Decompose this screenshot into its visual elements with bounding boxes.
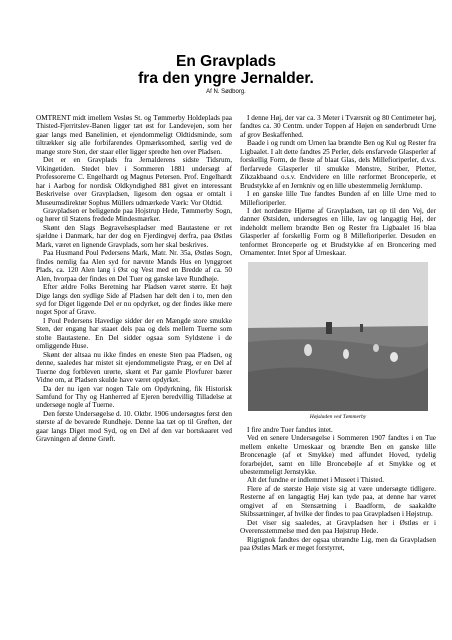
paragraph: I en ganske lille Tue fandtes Bunden af en lille Urne med to Millefioriperler. [240, 190, 436, 207]
paragraph: OMTRENT midt imellem Vesløs St. og Tømmerby Holdeplads paa Thisted-Fjerritslev-Banen ligger tæt øst for Landevejen, som her gaar langs med Banelinien, et ejendommeligt Oldtidsminde, som tiltrækker sig alle forbifarendes Opmærksomhed, særlig ved de mange store Sten, der staar eller ligger spredte hen over Pladsen. [36, 114, 232, 156]
paragraph: Alt det fundne er indlemmet i Museet i Thisted. [247, 476, 385, 485]
paragraph: Rigtignok fandtes der ogsaa ubrændte Lig, men da Gravpladsen paa Østløs Mark er meget forstyrret, [240, 535, 436, 553]
paragraph: Baade i og rundt om Urnen laa brændte Ben og Kul og Rester fra Ligbaalet. I alt dette fandtes 25 Perler, dels ensfarvede Glasperler af forskellig Form, de fleste af blaat Glas, dels Millefioriperler, d.v.s. flerfarvede Glasperler til smukke Mønstre, Striber, Pletter, Zikzakbaand o.s.v. Endvidere en lille rørformet Bronceperle, et Brudstykke af en Jernkniv og en lille ubestemmelig Jernklump. [240, 139, 436, 190]
paragraph: Det viser sig saaledes, at Gravpladsen her i Østløs er i Overensstemmelse med den paa Højstrup Hede. [240, 518, 436, 536]
burial-site-photo [248, 262, 428, 411]
author-byline: Af N. Sødborg. [206, 89, 246, 95]
paragraph: Flere af de største Høje viste sig at være undersøgte tidligere. Resterne af en langagtig Høj kan tyde paa, at denne har været omgivet af en Stensætning i Baadform, de saakaldte Skibssætninger, af hvilke der findes to paa Gravpladsen i Højstrup. [240, 484, 436, 519]
paragraph: Skønt der altsaa nu ikke findes en eneste Sten paa Pladsen, og denne, saaledes har mistet sit ejendommeligste Præg, er en Del af Tuerne dog forbleven urørte, skønt et Par gamle Plovfurer bærer Vidne om, at Pladsen skulde have været opdyrket. [36, 350, 232, 385]
paragraph: I Poul Pedersens Havedige sidder der en Mængde store smukke Sten, der engang har staaet dels paa og dels mellem Tuerne som stolte Bautastene. En Del sidder ogsaa som Syldstene i de omliggende Huse. [36, 316, 232, 351]
paragraph: Gravpladsen er beliggende paa Hojstrup Hede, Tømmerby Sogn, og hører til Statens fredede Mindesmærker. [36, 206, 232, 224]
paragraph: I det nordøstre Hjørne af Gravpladsen, tæt op til den Vej, der danner Østsiden, undersøgtes en lille, lav og langagtig Høj, der indeholdt mellem brændte Ben og Rester fra Ligbaalet 16 blaa Glasperler af forskellig Form og 8 Millefioriperler. Desuden en tenformet Bronceperle og et Brudstykke af en Broncering med Ornamenter. Intet Spor af Urneskaar. [240, 206, 436, 258]
paragraph: I denne Høj, der var ca. 3 Meter i Tværsnit og 80 Centimeter høj, fandtes ca. 30 Centm. under Toppen af Højen en sønderbrudt Urne af grov Beskaffenhed. [240, 114, 436, 139]
paragraph: Efter ældre Folks Beretning har Pladsen været større. Et højt Dige langs den sydlige Side af Pladsen har delt den i to, men den syd for Diget liggende Del er nu opdyrket, og der findes ikke mere noget Spor af Grave. [36, 283, 232, 317]
paragraph: Ved en senere Undersøgelse i Sommeren 1907 fandtes i en Tue mellem enkelte Urneskaar og brændte Ben en ganske lille Broncenagle (af et Smykke) med affundet Hoved, tydelig forarbejdet, samt en lille Broncebøjle af et Smykke og et ubestemmeligt Jernstykke. [240, 434, 436, 476]
paragraph: Da der nu igen var nogen Tale om Opdyrkning, fik Historisk Samfund for Thy og Hanherred af Ejeren beredvillig Tilladelse at undersøge nogle af Tuerne. [36, 384, 232, 410]
paragraph: Det er en Gravplads fra Jernalderens sidste Tidsrum, Vikingetiden. Stedet blev i Sommeren 1881 undersøgt af Professorerne C. Engelhardt og Magnus Petersen. Prof. Engelhardt har i Aarbog for nordisk Oldkyndighed 881 givet en interessant Beskrivelse over Gravpladsen, ligesom den ogsaa er omtalt i Museumsdirektør Sophus Müllers udmærkede Værk: Vor Oldtid. [36, 156, 232, 207]
left-column [36, 114, 232, 444]
article-title-line1: En Gravplads [176, 53, 276, 70]
paragraph: I fire andre Tuer fandtes intet. [247, 425, 333, 434]
photo-landscape-drawing [248, 262, 428, 411]
photo-caption: Højsladen ved Tømmerby [309, 413, 367, 420]
right-column [240, 114, 436, 553]
article-title-line2: fra den yngre Jernalder. [138, 70, 314, 87]
paragraph: Den første Undersøgelse d. 10. Oktbr. 1906 undersøgtes først den største af de bevarede Rundhøje. Denne laa tæt op til Grøften, der gaar langs Diget mod Syd, og en Del af den var bortskaaret ved Gravningen af denne Grøft. [36, 409, 232, 444]
paragraph: Paa Husmand Poul Pedersens Mark, Matr. Nr. 35a, Østløs Sogn, findes nemlig faa Alen syd for nævnte Mands Hus en lynggroet Plads, ca. 120 Alen lang i Øst og Vest med en Bredde af ca. 50 Alen, hvorpaa der findes en Del Tuer og ganske lave Rundhøje. [36, 249, 232, 283]
paragraph: Skønt den Slags Begravelsespladser med Bautastene er ret sjældne i Danmark, har der dog en Fjerdingvej derfra, paa Østløs Mark, været en lignende Gravplads, som her skal beskrives. [36, 223, 232, 249]
